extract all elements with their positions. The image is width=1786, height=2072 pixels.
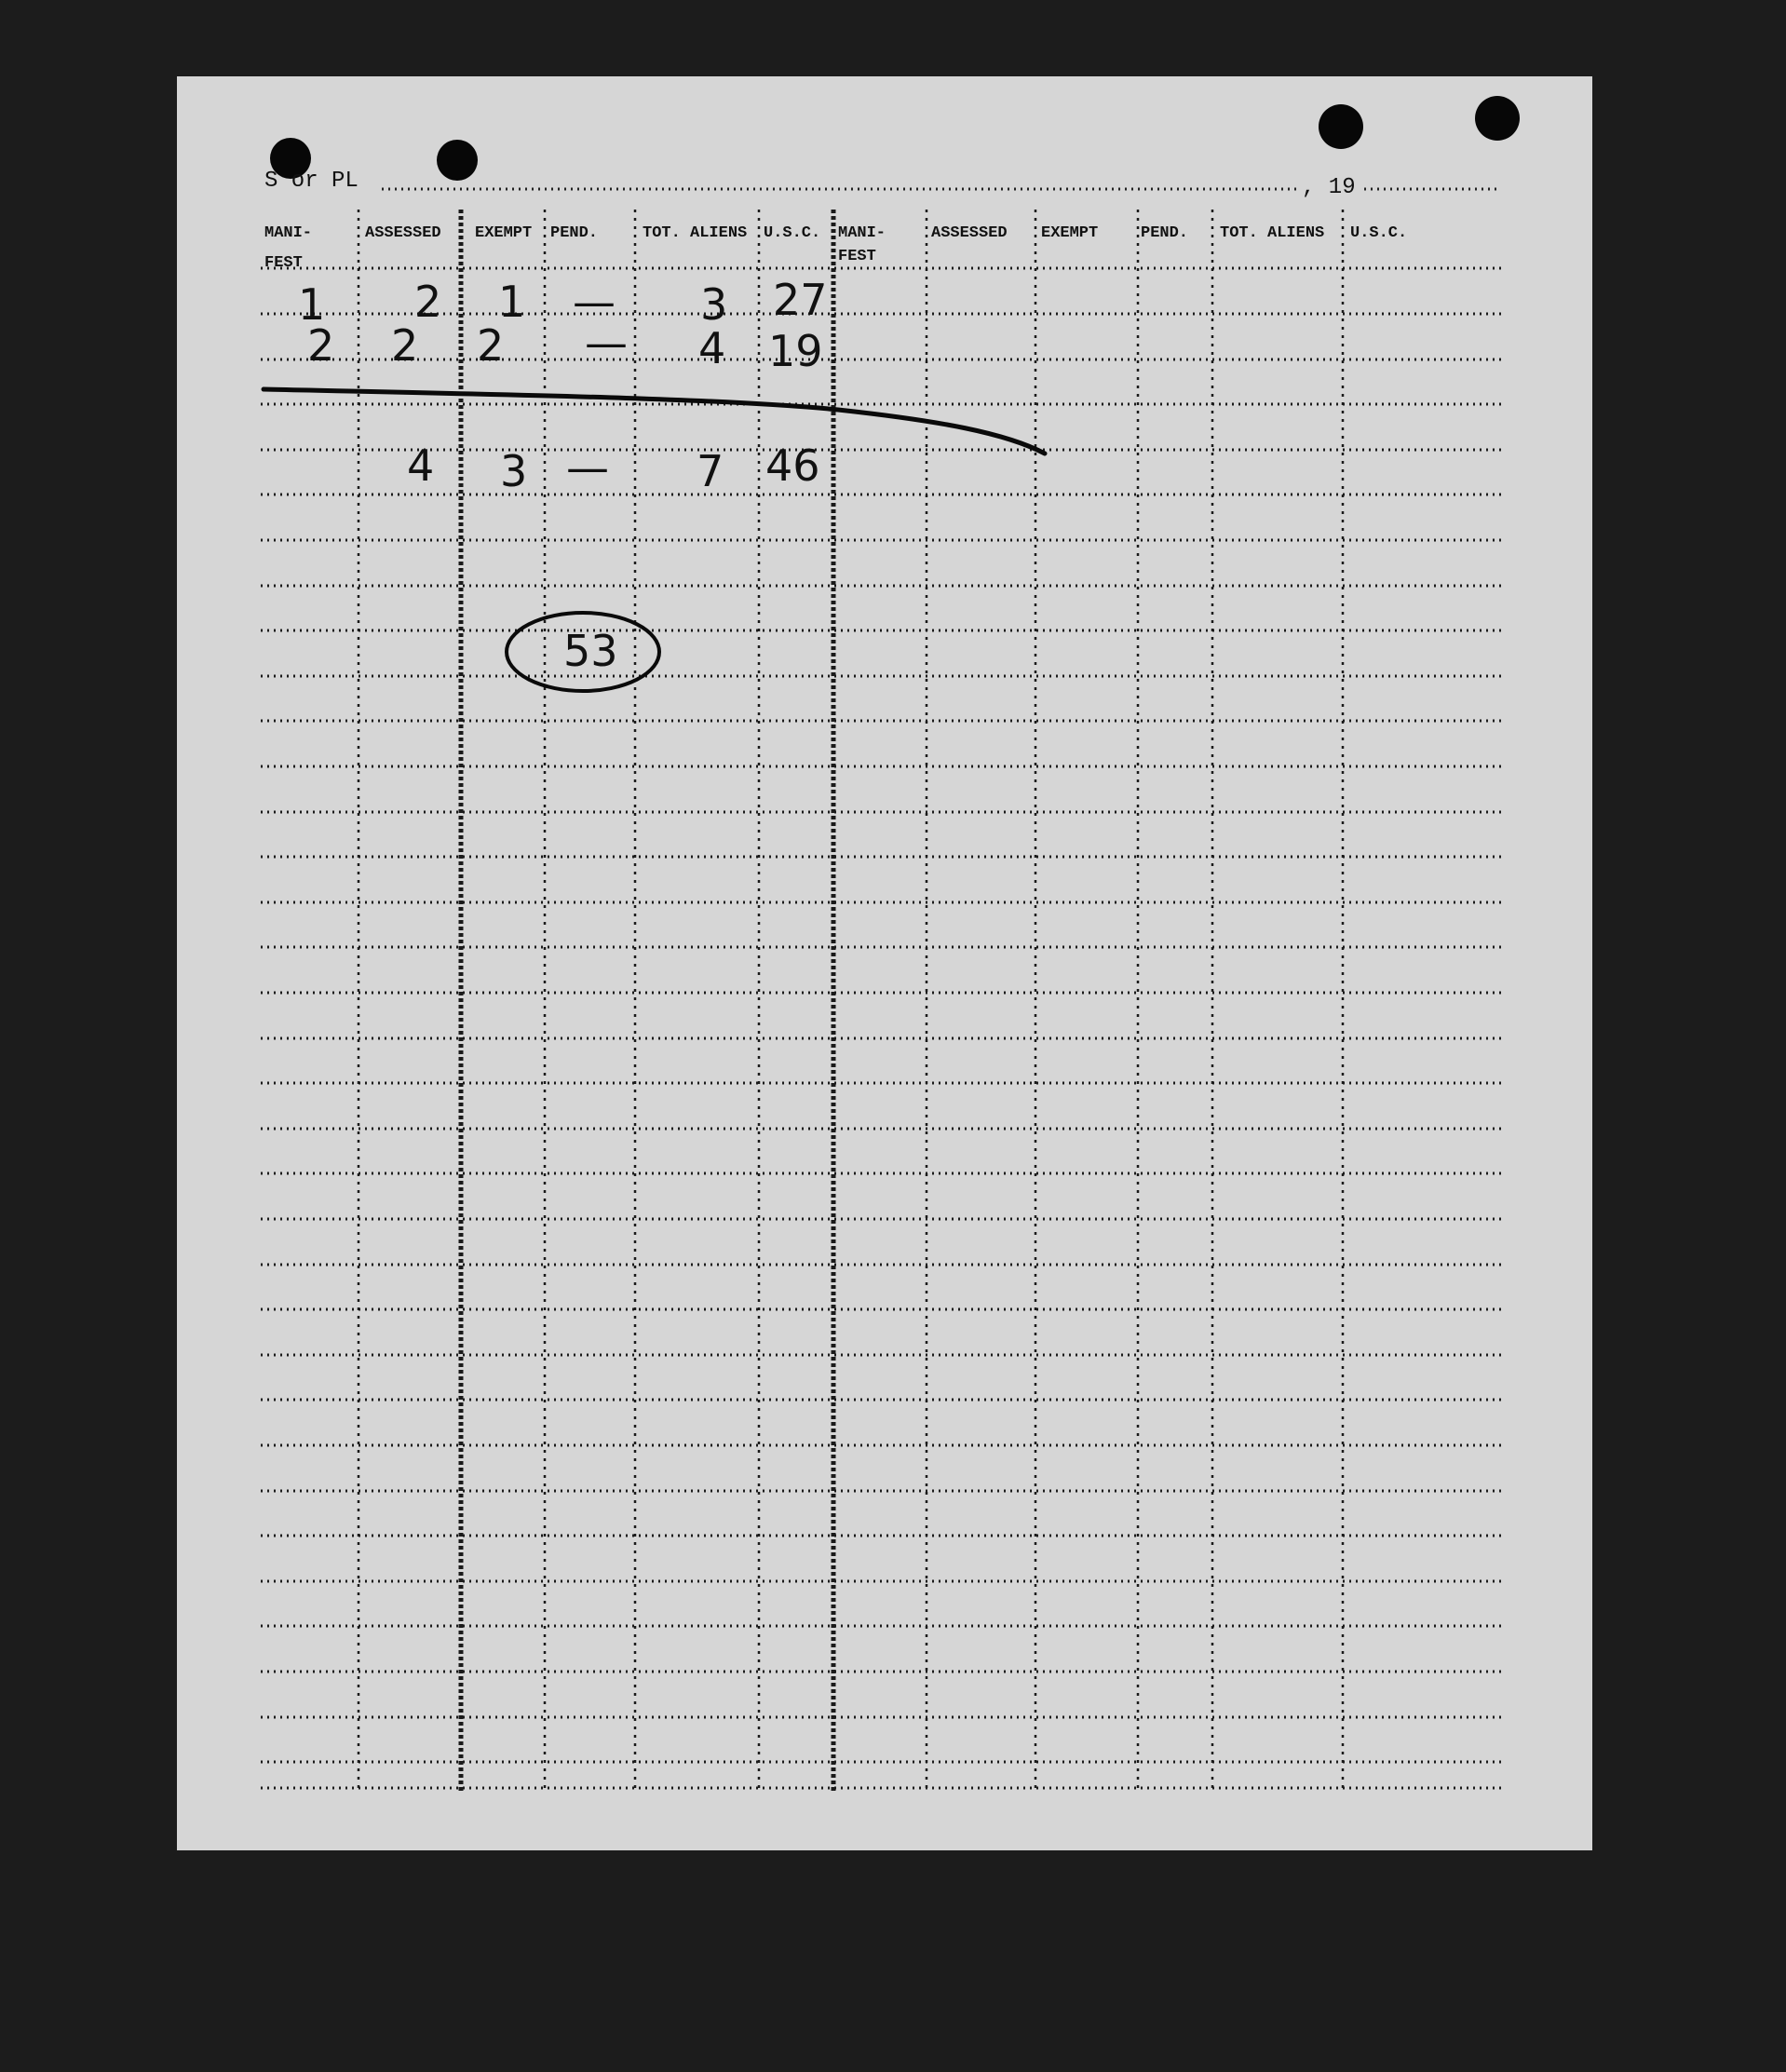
entry-2-pend: — — [585, 318, 628, 368]
col-header-assessed: ASSESSED — [365, 224, 441, 242]
entry-1-assessed: 2 — [414, 277, 442, 327]
punch-hole — [1319, 104, 1363, 149]
entry-2-exempt: 2 — [477, 320, 505, 371]
header-vessel-label: S or PL — [264, 169, 359, 194]
punch-hole — [1475, 96, 1520, 141]
col-header-manifest-2: FEST — [264, 254, 303, 272]
col-header-exempt: EXEMPT — [475, 224, 533, 242]
totals-rule — [264, 389, 1045, 454]
entry-2-tot-aliens: 4 — [698, 323, 726, 373]
col-header-manifest-right-2: FEST — [838, 248, 876, 265]
total-pend: — — [566, 442, 609, 493]
total-assessed: 4 — [407, 440, 435, 491]
col-header-assessed-right: ASSESSED — [931, 224, 1008, 242]
col-header-tot-aliens-right: TOT. ALIENS — [1220, 224, 1325, 242]
col-header-tot-aliens: TOT. ALIENS — [643, 224, 748, 242]
entry-1-usc: 27 — [773, 275, 828, 325]
entry-1-manifest: 1 — [298, 279, 326, 330]
col-header-manifest-right: MANI- — [838, 224, 886, 242]
col-header-manifest: MANI- — [264, 224, 313, 242]
entry-1-exempt: 1 — [498, 277, 526, 327]
total-tot-aliens: 7 — [697, 446, 724, 496]
entry-2-manifest: 2 — [307, 320, 335, 371]
row-rules — [261, 268, 1504, 1788]
col-header-pend: PEND. — [550, 224, 599, 242]
col-header-pend-right: PEND. — [1141, 224, 1189, 242]
entry-1-tot-aliens: 3 — [700, 279, 728, 330]
entry-2-usc: 19 — [768, 326, 823, 376]
entry-1-pend: — — [573, 277, 616, 327]
grand-total: 53 — [563, 626, 618, 676]
punch-hole — [437, 140, 478, 181]
header-year-label: , 19 — [1302, 175, 1356, 200]
total-exempt: 3 — [500, 446, 528, 496]
col-header-exempt-right: EXEMPT — [1041, 224, 1099, 242]
col-header-usc-right: U.S.C. — [1350, 224, 1408, 242]
entry-2-assessed: 2 — [391, 320, 419, 371]
total-usc: 46 — [765, 440, 820, 491]
col-header-usc: U.S.C. — [764, 224, 821, 242]
